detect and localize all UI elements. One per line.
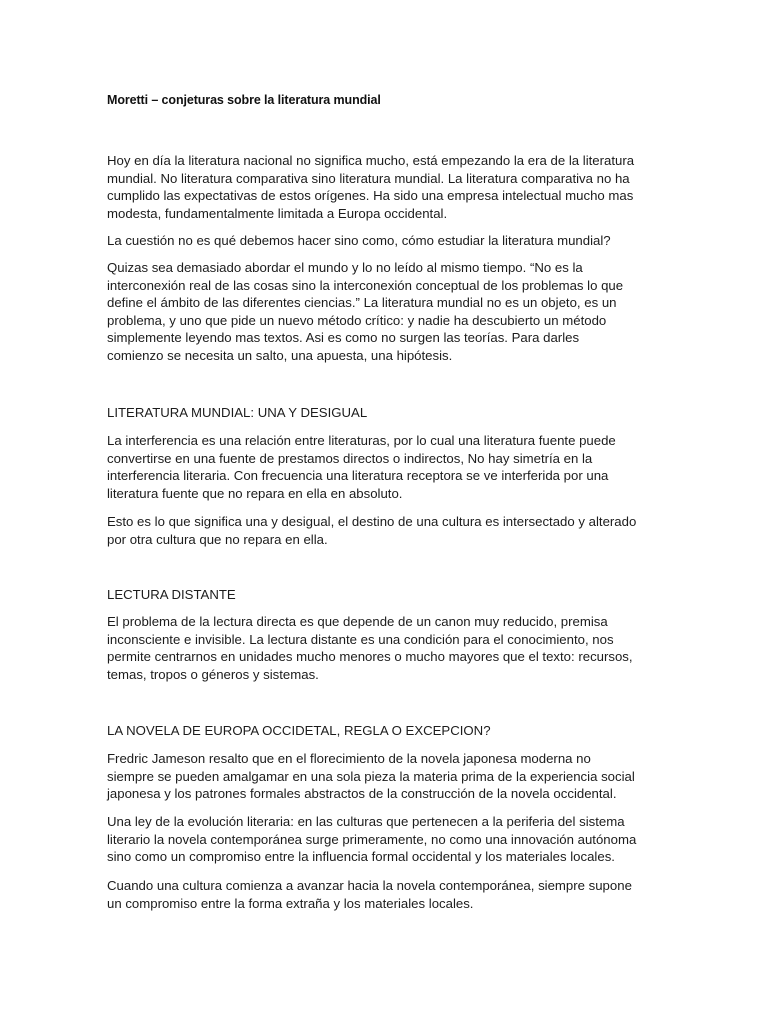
text-line: un compromiso entre la forma extraña y los materiales locales.	[107, 895, 474, 911]
text-line: modesta, fundamentalmente limitada a Europa occidental.	[107, 205, 448, 221]
text-line: mundial. No literatura comparativa sino literatura mundial. La literatura comparativa no ha	[107, 170, 630, 186]
section-2-paragraph-1	[107, 613, 672, 683]
section-heading-novela-europa: LA NOVELA DE EUROPA OCCIDETAL, REGLA O EXCEPCION?	[107, 723, 491, 738]
intro-paragraph-2	[107, 232, 672, 250]
text-line: Fredric Jameson resalto que en el florecimiento de la novela japonesa moderna no	[107, 751, 591, 766]
section-heading-literatura-mundial: LITERATURA MUNDIAL: UNA Y DESIGUAL	[107, 405, 368, 420]
text-line: interferencia literaria. Con frecuencia una literatura receptora se ve interferida por una	[107, 468, 609, 484]
text-line: permite centrarnos en unidades mucho menores o mucho mayores que el texto: recursos,	[107, 649, 633, 665]
text-line: La cuestión no es qué debemos hacer sino como, cómo estudiar la literatura mundial?	[107, 233, 611, 248]
text-line: literatura fuente que no repara en ella en absoluto.	[107, 485, 403, 501]
text-line: Cuando una cultura comienza a avanzar hacia la novela contemporánea, siempre supone	[107, 878, 632, 893]
text-line: convertirse en una fuente de prestamos directos o indirectos, No hay simetría en la	[107, 450, 593, 466]
section-1-paragraph-1	[107, 432, 672, 502]
text-line: comienzo se necesita un salto, una apuesta, una hipótesis.	[107, 347, 453, 363]
section-3-paragraph-3	[107, 877, 672, 912]
text-line: simplemente leyendo mas textos. Asi es como no surgen las teorías. Para darles	[107, 330, 580, 346]
document-title: Moretti – conjeturas sobre la literatura mundial	[107, 93, 381, 107]
text-line: La interferencia es una relación entre literaturas, por lo cual una literatura fuente puede	[107, 433, 616, 448]
text-line: interconexión real de las cosas sino la interconexión conceptual de los problemas lo que	[107, 277, 624, 293]
text-line: Hoy en día la literatura nacional no significa mucho, está empezando la era de la literatura	[107, 153, 635, 168]
text-line: japonesa y los patrones formales abstractos de la construcción de la novela occidental.	[107, 786, 617, 802]
text-line: siempre se pueden amalgamar en una sola pieza la materia prima de la experiencia social	[107, 768, 635, 784]
text-line: Una ley de la evolución literaria: en las culturas que pertenecen a la periferia del sistema	[107, 814, 625, 829]
intro-paragraph-1	[107, 152, 672, 222]
text-line: define el ámbito de las diferentes ciencias.” La literatura mundial no es un objeto, es un	[107, 295, 617, 311]
text-line: temas, tropos o géneros y sistemas.	[107, 666, 319, 682]
text-line: problema, y uno que pide un nuevo método crítico: y nadie ha descubierto un método	[107, 312, 607, 328]
intro-paragraph-3	[107, 259, 672, 365]
text-line: El problema de la lectura directa es que depende de un canon muy reducido, premisa	[107, 614, 608, 629]
text-line: literario la novela contemporánea surge primeramente, no como una innovación autónoma	[107, 831, 637, 847]
section-1-paragraph-2	[107, 513, 672, 548]
text-line: inconsciente e invisible. La lectura distante es una condición para el conocimiento, nos	[107, 631, 614, 647]
section-3-paragraph-2	[107, 813, 672, 866]
text-line: Esto es lo que significa una y desigual, el destino de una cultura es intersectado y alterado	[107, 514, 637, 529]
section-heading-lectura-distante: LECTURA DISTANTE	[107, 587, 236, 602]
text-line: por otra cultura que no repara en ella.	[107, 531, 328, 547]
text-line: Quizas sea demasiado abordar el mundo y lo no leído al mismo tiempo. “No es la	[107, 260, 583, 275]
text-line: cumplido las expectativas de estos orígenes. Ha sido una empresa intelectual mucho mas	[107, 188, 634, 204]
text-line: sino como un compromiso entre la influencia formal occidental y los materiales locales.	[107, 849, 615, 865]
section-3-paragraph-1	[107, 750, 672, 803]
